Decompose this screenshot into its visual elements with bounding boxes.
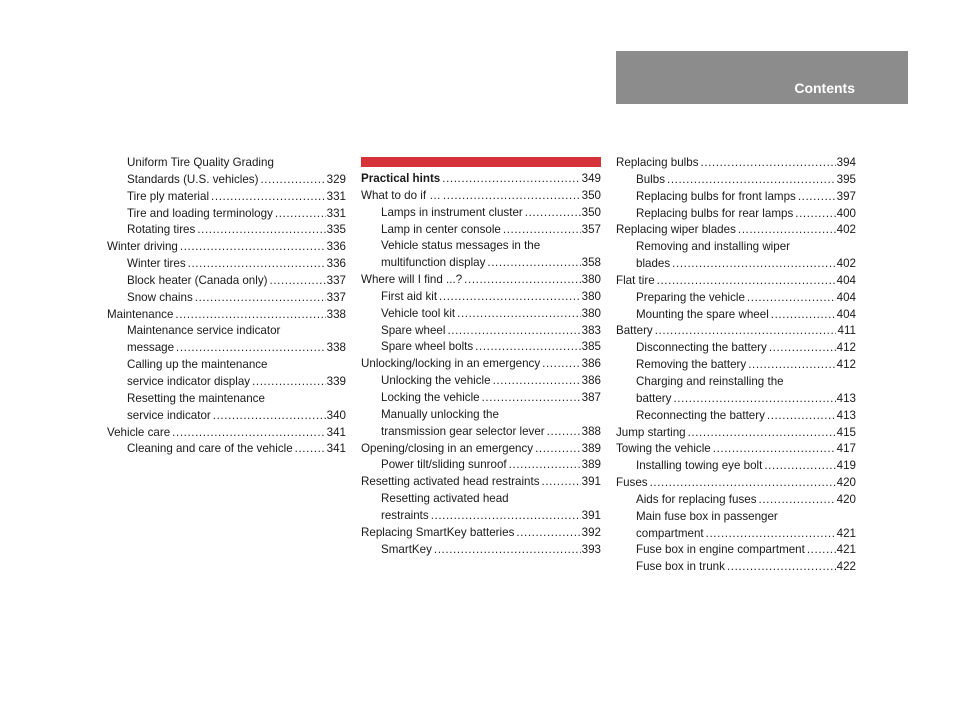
toc-page-number: 402 [836,223,856,237]
toc-subentry[interactable] [616,239,856,273]
dot-leader [765,408,836,425]
dot-leader [273,206,326,223]
toc-subentry[interactable] [616,357,856,374]
toc-entry-title: Spare wheel [381,323,446,337]
toc-entry-title: Rotating tires [127,223,196,237]
toc-entry-title: Lamps in instrument cluster [381,205,523,219]
dot-leader [429,508,581,525]
toc-page-number: 413 [836,391,856,405]
toc-entry-title: Tire and loading terminology [127,206,273,220]
toc-entry-title: Block heater (Canada only) [127,273,268,287]
toc-entry-title: Resetting activated head restraints [361,475,540,489]
dot-leader [491,373,581,390]
dot-leader [170,425,326,442]
toc-entry-title: Replacing bulbs for front lamps [636,189,796,203]
toc-page-number: 388 [581,424,601,438]
dot-leader [704,526,836,543]
toc-entry-title: transmission gear selector lever [381,424,545,438]
toc-subentry[interactable] [616,307,856,324]
toc-subentry[interactable] [616,542,856,559]
toc-entry-title: Practical hints [361,172,441,185]
dot-leader [445,323,581,340]
section-divider-bar [361,157,601,167]
toc-page-number: 391 [581,475,601,489]
toc-page-number: 338 [326,307,346,321]
toc-page-number: 397 [836,189,856,203]
dot-leader [173,307,326,324]
toc-page-number: 349 [581,172,601,185]
toc-entry-title: Main fuse box in passenger [636,509,778,523]
dot-leader [186,256,326,273]
toc-page-number: 393 [581,542,601,556]
dot-leader [501,222,581,239]
toc-entry-title: Manually unlocking the [381,407,499,421]
dot-leader [523,205,581,222]
dot-leader [440,171,581,188]
toc-subentry[interactable] [107,323,346,357]
toc-page-number: 412 [836,358,856,372]
toc-page-number: 389 [581,441,601,455]
dot-leader [480,390,581,407]
toc-column-3 [616,155,856,576]
toc-subentry[interactable] [107,256,346,273]
toc-entry-title: compartment [636,526,704,540]
dot-leader [736,222,836,239]
dot-leader [268,273,327,290]
toc-entry-title: service indicator [127,408,211,422]
toc-page-number: 335 [326,223,346,237]
toc-page-number: 336 [326,240,346,254]
dot-leader [514,525,581,542]
toc-entry-title: Charging and reinstalling the [636,374,784,388]
toc-entry[interactable] [361,188,601,205]
toc-entry-title: Removing the battery [636,358,747,372]
toc-entry[interactable] [107,425,346,442]
dot-leader [193,290,326,307]
toc-entry-title: Vehicle status messages in the [381,239,541,253]
toc-subentry[interactable] [616,458,856,475]
toc-page-number: 341 [326,425,346,439]
dot-leader [767,340,836,357]
toc-page-number: 350 [581,205,601,219]
toc-entry-title: Mounting the spare wheel [636,307,769,321]
toc-entry-title: Resetting activated head [381,492,509,506]
toc-page-number: 422 [836,560,856,574]
dot-leader [211,408,326,425]
toc-column-1 [107,155,346,458]
toc-entry-title: Fuses [616,476,648,490]
toc-page-number: 412 [836,341,856,355]
toc-page-number: 404 [836,273,856,287]
toc-entry-title: Towing the vehicle [616,442,711,456]
dot-leader [711,441,836,458]
toc-entry-title: Maintenance service indicator [127,324,281,338]
dot-leader [473,339,581,356]
toc-subentry[interactable] [361,323,601,340]
dot-leader [209,189,326,206]
dot-leader [437,289,581,306]
dot-leader [178,239,326,256]
toc-entry-title: Replacing wiper blades [616,223,736,237]
toc-entry-title: Winter driving [107,240,178,254]
toc-page-number: 357 [581,222,601,236]
toc-page-number: 337 [326,290,346,304]
toc-entry-title: Replacing bulbs for rear lamps [636,206,794,220]
toc-entry-title: Locking the vehicle [381,390,480,404]
toc-page-number: 386 [581,357,601,371]
dot-leader [648,475,836,492]
toc-page-number: 331 [326,189,346,203]
dot-leader [545,424,581,441]
toc-entry-title: Uniform Tire Quality Grading [127,156,274,169]
toc-entry-title: Spare wheel bolts [381,340,474,354]
toc-page-number: 331 [326,206,346,220]
toc-page-number: 391 [581,508,601,522]
toc-page-number: 404 [836,290,856,304]
toc-subentry[interactable] [616,206,856,223]
toc-entry[interactable] [616,425,856,442]
dot-leader [769,307,836,324]
toc-page-number: 340 [326,408,346,422]
toc-entry-title: Reconnecting the battery [636,408,765,422]
toc-entry[interactable] [616,222,856,239]
toc-page-number: 402 [836,257,856,271]
toc-entry[interactable] [107,239,346,256]
toc-entry[interactable] [107,307,346,324]
toc-entry-title: Standards (U.S. vehicles) [127,172,259,186]
toc-page-number: 337 [326,273,346,287]
toc-entry-title: Power tilt/sliding sunroof [381,458,507,472]
toc-subentry[interactable] [616,290,856,307]
toc-subentry[interactable] [361,205,601,222]
dot-leader [533,441,581,458]
toc-page-number: 380 [581,289,601,303]
toc-page-number: 421 [836,543,856,557]
toc-subentry[interactable] [616,172,856,189]
page-title: Contents [794,80,855,96]
toc-column-2 [361,155,601,558]
dot-leader [540,474,581,491]
toc-page-number: 339 [326,374,346,388]
toc-entry[interactable] [361,525,601,542]
toc-subentry[interactable] [107,273,346,290]
dot-leader [699,155,837,172]
toc-entry[interactable] [616,475,856,492]
toc-entry-title: battery [636,391,672,405]
toc-entry-title: Unlocking the vehicle [381,374,491,388]
toc-entry-title: Maintenance [107,307,174,321]
dot-leader [793,206,836,223]
toc-entry-title: Lamp in center console [381,222,501,236]
toc-entry-title: Vehicle tool kit [381,306,456,320]
toc-entry-title: Snow chains [127,290,193,304]
toc-entry-title: restraints [381,508,429,522]
toc-page-number: 385 [581,340,601,354]
toc-page-number: 387 [581,390,601,404]
toc-subentry[interactable] [361,306,601,323]
dot-leader [250,374,326,391]
toc-subentry[interactable] [361,238,601,272]
toc-entry[interactable] [616,273,856,290]
dot-leader [746,357,836,374]
dot-leader [540,356,581,373]
dot-leader [796,189,836,206]
toc-subentry[interactable] [361,289,601,306]
dot-leader [507,457,581,474]
toc-entry-title: Installing towing eye bolt [636,459,763,473]
toc-entry-title: Replacing bulbs [616,156,699,169]
toc-page-number: 383 [581,323,601,337]
dot-leader [665,172,836,189]
dot-leader [455,306,581,323]
dot-leader [441,188,581,205]
dot-leader [757,492,836,509]
toc-entry-title: Resetting the maintenance [127,391,265,405]
toc-entry-title: Cleaning and care of the vehicle [127,442,293,456]
toc-entry-title: Removing and installing wiper [636,240,791,254]
toc-entry-title: SmartKey [381,542,432,556]
toc-subentry[interactable] [616,559,856,576]
toc-subentry[interactable] [616,509,856,543]
toc-entry[interactable] [361,356,601,373]
dot-leader [258,172,326,189]
toc-entry-title: Bulbs [636,172,666,186]
toc-entry[interactable] [616,155,856,172]
toc-subentry[interactable] [616,374,856,408]
toc-page-number: 415 [836,425,856,439]
toc-entry-title: Unlocking/locking in an emergency [361,357,541,371]
toc-page-number: 389 [581,458,601,472]
toc-entry-title: Winter tires [127,257,186,271]
toc-entry[interactable] [361,441,601,458]
toc-subentry[interactable] [361,491,601,525]
toc-entry-title: Where will I find ...? [361,273,463,287]
toc-entry-title: What to do if … [361,188,441,202]
toc-subentry[interactable] [616,492,856,509]
toc-page-number: 411 [837,324,856,338]
dot-leader [432,542,581,559]
toc-section-heading[interactable] [361,171,601,188]
header-box [616,51,908,104]
toc-page-number: 404 [836,307,856,321]
toc-entry[interactable] [361,474,601,491]
toc-page-number: 419 [836,459,856,473]
toc-subentry[interactable] [361,373,601,390]
toc-page-number: 395 [836,172,856,186]
toc-entry-title: message [127,341,175,355]
toc-entry-title: Battery [616,324,653,338]
toc-entry-title: Calling up the maintenance [127,358,268,372]
toc-subentry[interactable] [107,222,346,239]
toc-entry-title: Aids for replacing fuses [636,492,757,506]
toc-page-number: 329 [326,172,346,186]
toc-subentry[interactable] [361,457,601,474]
toc-entry[interactable] [616,323,856,340]
toc-entry-title: Opening/closing in an emergency [361,441,534,455]
dot-leader [686,425,836,442]
toc-page-number: 400 [836,206,856,220]
toc-subentry[interactable] [616,408,856,425]
dot-leader [485,255,581,272]
toc-entry-title: Replacing SmartKey batteries [361,525,515,539]
toc-subentry[interactable] [361,222,601,239]
toc-entry-title: Fuse box in engine compartment [636,543,805,557]
toc-entry-title: multifunction display [381,256,486,270]
toc-page-number: 358 [581,256,601,270]
dot-leader [671,391,836,408]
toc-subentry[interactable] [107,206,346,223]
dot-leader [805,542,836,559]
dot-leader [762,458,836,475]
toc-page-number: 420 [836,492,856,506]
toc-page-number: 350 [581,188,601,202]
dot-leader [670,256,836,273]
toc-subentry[interactable] [361,407,601,441]
toc-page-number: 386 [581,374,601,388]
dot-leader [195,222,326,239]
toc-page-number: 392 [581,525,601,539]
toc-subentry[interactable] [616,189,856,206]
dot-leader [174,340,326,357]
toc-subentry[interactable] [107,290,346,307]
toc-entry-title: First aid kit [381,289,438,303]
toc-subentry[interactable] [361,339,601,356]
toc-entry-title: service indicator display [127,374,251,388]
dot-leader [745,290,836,307]
dot-leader [293,441,326,458]
toc-entry-title: Flat tire [616,273,655,287]
toc-subentry[interactable] [107,441,346,458]
toc-subentry[interactable] [361,390,601,407]
toc-entry-title: Vehicle care [107,425,171,439]
dot-leader [655,273,836,290]
toc-page-number: 338 [326,341,346,355]
toc-entry-title: Jump starting [616,425,686,439]
toc-entry-title: Preparing the vehicle [636,290,745,304]
toc-page-number: 417 [836,442,856,456]
dot-leader [462,272,581,289]
toc-subentry[interactable] [107,357,346,391]
toc-subentry[interactable] [107,391,346,425]
toc-entry-title: Tire ply material [127,189,210,203]
toc-entry-title: Fuse box in trunk [636,560,725,574]
toc-entry-title: blades [636,257,671,271]
toc-page-number: 421 [836,526,856,540]
toc-subentry[interactable] [107,189,346,206]
toc-entry[interactable] [616,441,856,458]
toc-page-number: 336 [326,257,346,271]
dot-leader [725,559,836,576]
toc-page-number: 413 [836,408,856,422]
dot-leader [653,323,836,340]
toc-subentry[interactable] [107,155,346,189]
toc-subentry[interactable] [361,542,601,559]
toc-entry-title: Disconnecting the battery [636,341,767,355]
toc-entry[interactable] [361,272,601,289]
toc-page-number: 380 [581,273,601,287]
toc-page-number: 420 [836,476,856,490]
toc-page-number: 394 [836,156,856,169]
toc-page-number: 380 [581,306,601,320]
toc-subentry[interactable] [616,340,856,357]
toc-page-number: 341 [326,442,346,456]
